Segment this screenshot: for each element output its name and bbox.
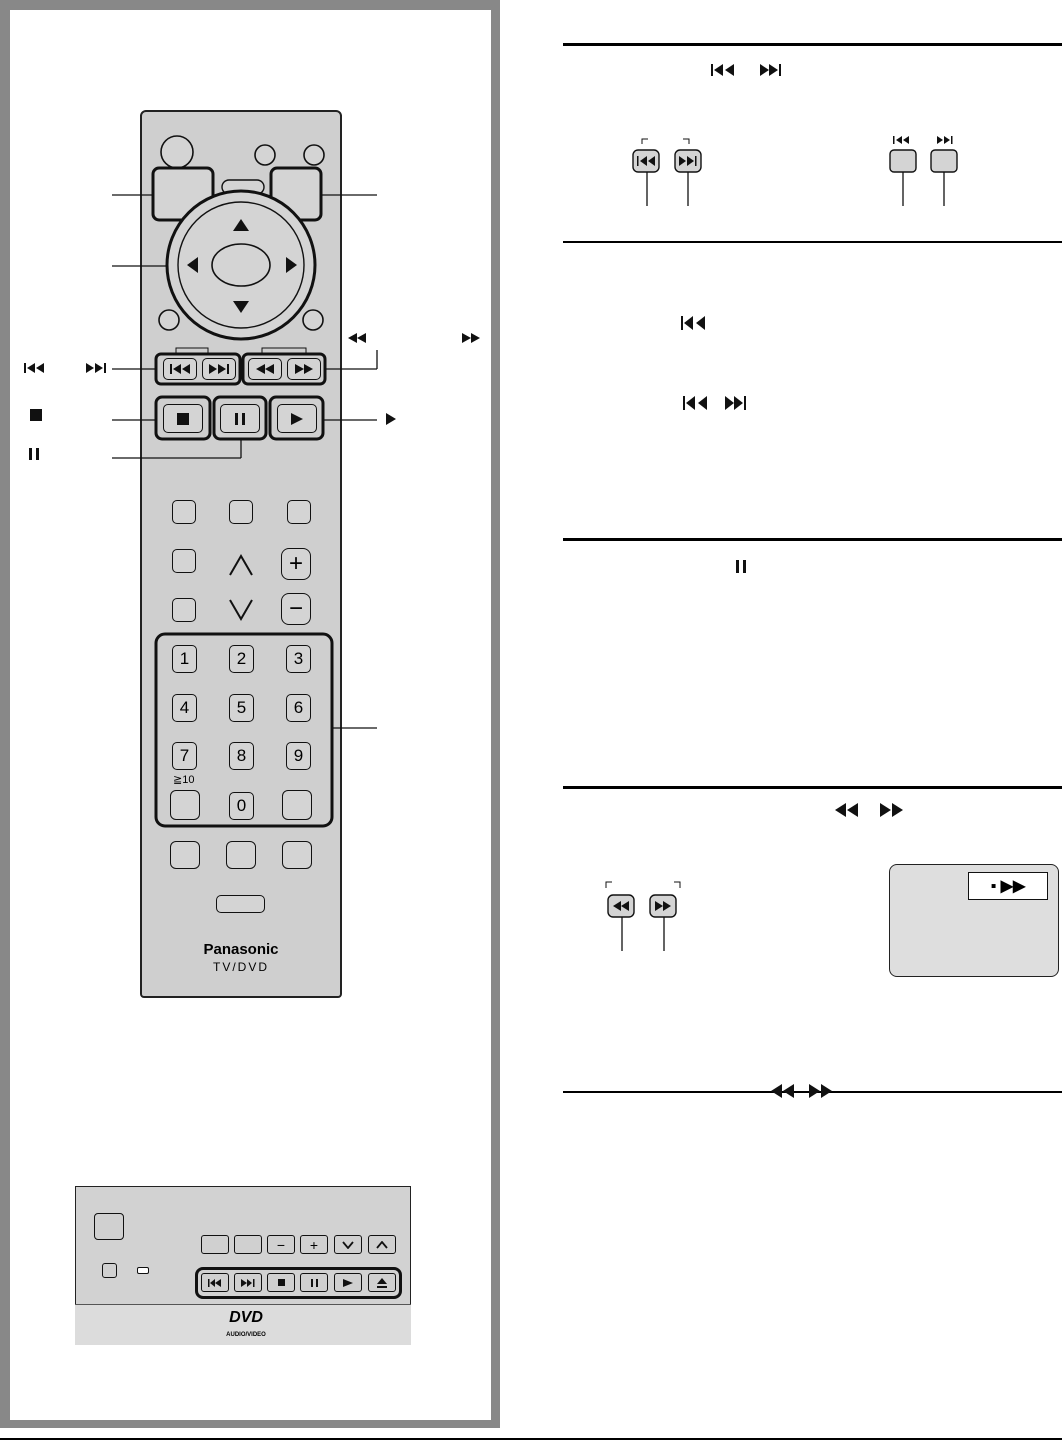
- fast-forward-button[interactable]: [287, 358, 321, 380]
- blank-key[interactable]: [282, 790, 312, 820]
- pause-icon: [311, 1279, 318, 1287]
- unit-channel-down-button[interactable]: [334, 1235, 362, 1254]
- unit-power-button[interactable]: [94, 1213, 124, 1240]
- stop-icon: [177, 413, 189, 425]
- unit-play-button[interactable]: [334, 1273, 362, 1292]
- skip-back-legend-icon: [24, 362, 46, 374]
- skip-forward-icon: [241, 1279, 255, 1287]
- pause-legend-icon: [29, 448, 39, 460]
- skip-back-icon: [683, 396, 707, 410]
- skip-back-icon: [169, 363, 191, 375]
- bottom-button-2[interactable]: [226, 841, 256, 869]
- unit-indicator-led: [137, 1267, 149, 1274]
- numeric-key-5[interactable]: 5: [229, 694, 254, 722]
- numeric-key-0[interactable]: 0: [229, 792, 254, 820]
- function-button-3[interactable]: [287, 500, 311, 524]
- numeric-key-2[interactable]: 2: [229, 645, 254, 673]
- fast-forward-legend-icon: [462, 332, 482, 344]
- skip-forward-icon: [725, 396, 746, 410]
- remote-brand: Panasonic: [203, 941, 279, 958]
- unit-skip-forward-diagram-button: [931, 150, 957, 172]
- skip-back-button[interactable]: [163, 358, 197, 380]
- skip-back-icon: [208, 1279, 222, 1287]
- unit-button-a[interactable]: [201, 1235, 229, 1254]
- numeric-key-4[interactable]: 4: [172, 694, 197, 722]
- skip-forward-legend-icon: [86, 362, 108, 374]
- function-button-1[interactable]: [172, 500, 196, 524]
- unit-small-button[interactable]: [102, 1263, 117, 1278]
- numeric-key-6[interactable]: 6: [286, 694, 311, 722]
- numeric-key-1[interactable]: 1: [172, 645, 197, 673]
- wide-button[interactable]: [216, 895, 265, 913]
- unit-button-b[interactable]: [234, 1235, 262, 1254]
- unit-channel-up-button[interactable]: [368, 1235, 396, 1254]
- numeric-key-7[interactable]: 7: [172, 742, 197, 770]
- fast-forward-icon: [880, 803, 903, 817]
- rewind-icon: [255, 363, 275, 375]
- stop-button[interactable]: [163, 404, 203, 433]
- stop-icon: [278, 1279, 285, 1286]
- ten-plus-button[interactable]: [170, 790, 200, 820]
- fast-forward-icon: [294, 363, 314, 375]
- dvd-logo: DVD: [229, 1309, 263, 1326]
- volume-minus-button[interactable]: −: [281, 593, 311, 625]
- instruction-diagrams: [563, 46, 1062, 1146]
- volume-plus-button[interactable]: +: [281, 548, 311, 580]
- unit-plus-button[interactable]: +: [300, 1235, 328, 1254]
- eject-icon: [377, 1278, 387, 1288]
- skip-back-icon: [711, 64, 734, 76]
- play-button[interactable]: [277, 404, 317, 433]
- pause-button[interactable]: [220, 404, 260, 433]
- footer-rule: [0, 1438, 1062, 1440]
- dvd-logo-subtitle: AUDIO/VIDEO: [226, 1332, 266, 1338]
- stop-legend-icon: [30, 409, 42, 421]
- numeric-key-9[interactable]: 9: [286, 742, 311, 770]
- unit-skip-back-button[interactable]: [201, 1273, 229, 1292]
- play-legend-icon: [386, 413, 396, 425]
- chevron-up-icon: [376, 1241, 388, 1249]
- skip-back-icon: [681, 316, 705, 330]
- round-button-right: [304, 145, 324, 165]
- function-button-4[interactable]: [172, 549, 196, 573]
- fast-forward-icon: [809, 1084, 832, 1098]
- unit-pause-button[interactable]: [300, 1273, 328, 1292]
- pause-icon: [235, 413, 245, 425]
- skip-forward-icon: [208, 363, 230, 375]
- play-icon: [291, 413, 303, 425]
- bottom-button-1[interactable]: [170, 841, 200, 869]
- rewind-legend-icon: [348, 332, 368, 344]
- remote-model: TV/DVD: [212, 960, 269, 974]
- function-button-2[interactable]: [229, 500, 253, 524]
- unit-skip-back-diagram-button: [890, 150, 916, 172]
- skip-forward-icon: [760, 64, 781, 76]
- unit-skip-forward-button[interactable]: [234, 1273, 262, 1292]
- pause-icon: [736, 560, 746, 573]
- enter-button: [212, 244, 270, 286]
- round-button-left: [255, 145, 275, 165]
- small-round-button-left: [159, 310, 179, 330]
- ten-plus-label: ≧10: [173, 774, 195, 786]
- rewind-button[interactable]: [248, 358, 282, 380]
- power-button: [161, 136, 193, 168]
- unit-eject-button[interactable]: [368, 1273, 396, 1292]
- chevron-down-icon: [342, 1241, 354, 1249]
- small-round-button-right: [303, 310, 323, 330]
- bottom-button-3[interactable]: [282, 841, 312, 869]
- osd-speed-indicator: ▪ ▶▶: [968, 872, 1048, 900]
- numeric-key-8[interactable]: 8: [229, 742, 254, 770]
- rewind-icon: [771, 1084, 794, 1098]
- numeric-key-3[interactable]: 3: [286, 645, 311, 673]
- play-icon: [343, 1279, 353, 1287]
- rewind-icon: [835, 803, 858, 817]
- function-button-5[interactable]: [172, 598, 196, 622]
- unit-minus-button[interactable]: −: [267, 1235, 295, 1254]
- unit-stop-button[interactable]: [267, 1273, 295, 1292]
- skip-forward-button[interactable]: [202, 358, 236, 380]
